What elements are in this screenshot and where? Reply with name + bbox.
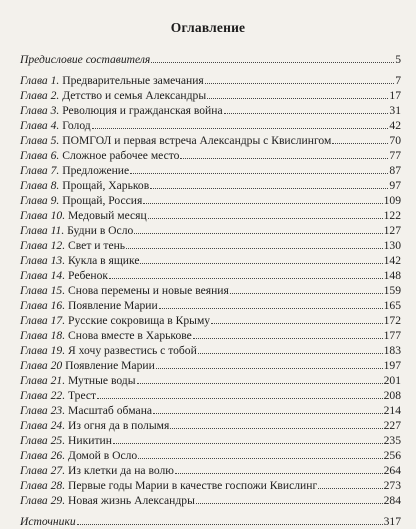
chapter-page: 165 — [383, 299, 401, 312]
chapter-label: Глава 8. — [20, 179, 60, 192]
leader-dots — [332, 134, 388, 144]
chapter-page: 159 — [383, 284, 401, 297]
toc-entry-chapter — [20, 103, 401, 118]
chapter-title: Из огня да в полымя — [68, 419, 170, 432]
chapter-page: 235 — [383, 434, 401, 447]
leader-dots — [143, 194, 382, 204]
chapter-page: 77 — [389, 149, 401, 162]
chapter-title: Прощай, Россия — [62, 194, 143, 207]
chapter-title: Мутные воды — [68, 374, 136, 387]
chapter-label: Глава 22. — [20, 389, 66, 402]
chapter-label: Глава 27. — [20, 464, 66, 477]
toc-entry-chapter — [20, 433, 401, 448]
toc-entry-chapter — [20, 88, 401, 103]
toc-entry-chapter — [20, 118, 401, 133]
chapter-label: Глава 16. — [20, 299, 66, 312]
leader-dots — [113, 434, 383, 444]
leader-dots — [92, 119, 389, 129]
toc-entry-chapter — [20, 178, 401, 193]
chapter-page: 208 — [383, 389, 401, 402]
chapter-label: Глава 26. — [20, 449, 66, 462]
chapter-label: Глава 11. — [20, 224, 65, 237]
chapter-page: 256 — [383, 449, 401, 462]
toc-entry-preface — [20, 52, 401, 67]
toc-entry-chapter — [20, 418, 401, 433]
chapter-title: Сложное рабочее место — [62, 149, 180, 162]
chapter-page: 142 — [383, 254, 401, 267]
chapter-title: Свет и тень — [68, 239, 126, 252]
leader-dots — [138, 449, 382, 459]
leader-dots — [196, 494, 383, 504]
toc-entry-chapter — [20, 223, 401, 238]
leader-dots — [224, 104, 389, 114]
chapter-title: Кукла в ящике — [68, 254, 140, 267]
leader-dots — [148, 209, 383, 219]
chapter-label: Глава 29. — [20, 494, 66, 507]
leader-dots — [156, 359, 383, 369]
toc-entry-chapter — [20, 493, 401, 508]
toc-entry-chapter — [20, 73, 401, 88]
chapter-label: Глава 28. — [20, 479, 66, 492]
chapter-title: Из клетки да на волю — [68, 464, 174, 477]
toc-entry-chapter — [20, 403, 401, 418]
chapter-page: 109 — [383, 194, 401, 207]
chapter-label: Глава 18. — [20, 329, 66, 342]
leader-dots — [134, 224, 382, 234]
toc-entry-chapter — [20, 478, 401, 493]
chapter-label: Глава 20 — [20, 359, 63, 372]
chapter-title: Домой в Осло — [68, 449, 138, 462]
chapter-title: Снова вместе в Харькове — [68, 329, 192, 342]
chapter-page: 87 — [389, 164, 401, 177]
toc-entry-chapter — [20, 358, 401, 373]
chapter-page: 264 — [383, 464, 401, 477]
leader-dots — [140, 254, 382, 264]
chapter-page: 17 — [389, 89, 401, 102]
leader-dots — [126, 239, 383, 249]
toc-entry-chapter — [20, 193, 401, 208]
chapter-page: 127 — [383, 224, 401, 237]
toc-entry-chapter — [20, 343, 401, 358]
chapter-label: Глава 13. — [20, 254, 66, 267]
chapter-label: Глава 2. — [20, 89, 60, 102]
chapter-page: 7 — [395, 74, 401, 87]
leader-dots — [151, 53, 394, 63]
toc-entry-chapter — [20, 298, 401, 313]
leader-dots — [130, 164, 388, 174]
toc-entry-chapter — [20, 268, 401, 283]
chapter-title: Никитин — [68, 434, 112, 447]
chapter-label: Глава 14. — [20, 269, 66, 282]
chapter-page: 97 — [389, 179, 401, 192]
leader-dots — [109, 269, 383, 279]
leader-dots — [150, 179, 388, 189]
preface-page: 5 — [395, 53, 401, 66]
leader-dots — [97, 389, 382, 399]
chapter-label: Глава 4. — [20, 119, 60, 132]
sources-label: Источники — [20, 515, 76, 528]
chapter-title: Революция и гражданская война — [62, 104, 223, 117]
page-title: Оглавление — [170, 20, 246, 35]
leader-dots — [180, 149, 388, 159]
leader-dots — [170, 419, 382, 429]
chapter-list — [20, 73, 401, 508]
leader-dots — [230, 284, 383, 294]
chapter-title: Снова перемены и новые веяния — [68, 284, 229, 297]
toc-entry-chapter — [20, 208, 401, 223]
chapter-page: 31 — [389, 104, 401, 117]
toc-entry-chapter — [20, 463, 401, 478]
leader-dots — [198, 344, 383, 354]
chapter-label: Глава 3. — [20, 104, 60, 117]
chapter-label: Глава 17. — [20, 314, 66, 327]
chapter-label: Глава 1. — [20, 74, 60, 87]
chapter-title: ПОМГОЛ и первая встреча Александры с Квислингом — [62, 134, 332, 147]
toc-entry-chapter — [20, 283, 401, 298]
chapter-label: Глава 23. — [20, 404, 66, 417]
chapter-title: Первые годы Марии в качестве госпожи Квислинг — [68, 479, 318, 492]
chapter-label: Глава 19. — [20, 344, 66, 357]
leader-dots — [211, 314, 383, 324]
chapter-page: 201 — [383, 374, 401, 387]
chapter-label: Глава 6. — [20, 149, 60, 162]
toc-entry-chapter — [20, 328, 401, 343]
chapter-page: 227 — [383, 419, 401, 432]
toc-entry-chapter — [20, 253, 401, 268]
leader-dots — [207, 89, 388, 99]
toc-entry-chapter — [20, 163, 401, 178]
toc-entry-chapter — [20, 313, 401, 328]
chapter-page: 197 — [383, 359, 401, 372]
chapter-title: Трест — [68, 389, 97, 402]
chapter-title: Прощай, Харьков — [62, 179, 150, 192]
toc-entry-sources — [20, 514, 401, 529]
toc-entry-chapter — [20, 373, 401, 388]
chapter-label: Глава 7. — [20, 164, 60, 177]
toc-entry-chapter — [20, 238, 401, 253]
chapter-page: 214 — [383, 404, 401, 417]
leader-dots — [175, 464, 383, 474]
table-of-contents — [20, 52, 401, 529]
chapter-label: Глава 25. — [20, 434, 66, 447]
chapter-title: Предложение — [62, 164, 130, 177]
leader-dots — [77, 515, 383, 525]
leader-dots — [193, 329, 383, 339]
leader-dots — [318, 479, 382, 489]
chapter-page: 70 — [389, 134, 401, 147]
chapter-label: Глава 10. — [20, 209, 66, 222]
leader-dots — [153, 404, 383, 414]
chapter-label: Глава 9. — [20, 194, 60, 207]
toc-entry-chapter — [20, 388, 401, 403]
chapter-title: Голод — [62, 119, 91, 132]
chapter-page: 122 — [383, 209, 401, 222]
chapter-title: Масштаб обмана — [68, 404, 153, 417]
chapter-page: 284 — [383, 494, 401, 507]
chapter-page: 172 — [383, 314, 401, 327]
chapter-label: Глава 21. — [20, 374, 66, 387]
chapter-page: 130 — [383, 239, 401, 252]
leader-dots — [205, 74, 394, 84]
chapter-title: Русские сокровища в Крыму — [68, 314, 211, 327]
chapter-page: 183 — [383, 344, 401, 357]
chapter-page: 148 — [383, 269, 401, 282]
toc-entry-chapter — [20, 148, 401, 163]
toc-entry-chapter — [20, 448, 401, 463]
chapter-title: Медовый месяц — [68, 209, 147, 222]
leader-dots — [159, 299, 383, 309]
chapter-title: Появление Марии — [68, 299, 158, 312]
chapter-label: Глава 12. — [20, 239, 66, 252]
chapter-title: Ребенок — [68, 269, 108, 282]
preface-label: Предисловие составителя — [20, 53, 151, 66]
chapter-title: Предварительные замечания — [62, 74, 204, 87]
chapter-page: 273 — [383, 479, 401, 492]
sources-page: 317 — [383, 515, 401, 528]
chapter-page: 177 — [383, 329, 401, 342]
chapter-title: Детство и семья Александры — [62, 89, 207, 102]
chapter-title: Новая жизнь Александры — [68, 494, 195, 507]
chapter-label: Глава 5. — [20, 134, 60, 147]
chapter-title: Появление Марии — [65, 359, 155, 372]
chapter-label: Глава 24. — [20, 419, 66, 432]
chapter-label: Глава 15. — [20, 284, 66, 297]
toc-entry-chapter — [20, 133, 401, 148]
chapter-title: Будни в Осло — [67, 224, 134, 237]
chapter-title: Я хочу развестись с тобой — [68, 344, 197, 357]
chapter-page: 42 — [389, 119, 401, 132]
leader-dots — [137, 374, 383, 384]
